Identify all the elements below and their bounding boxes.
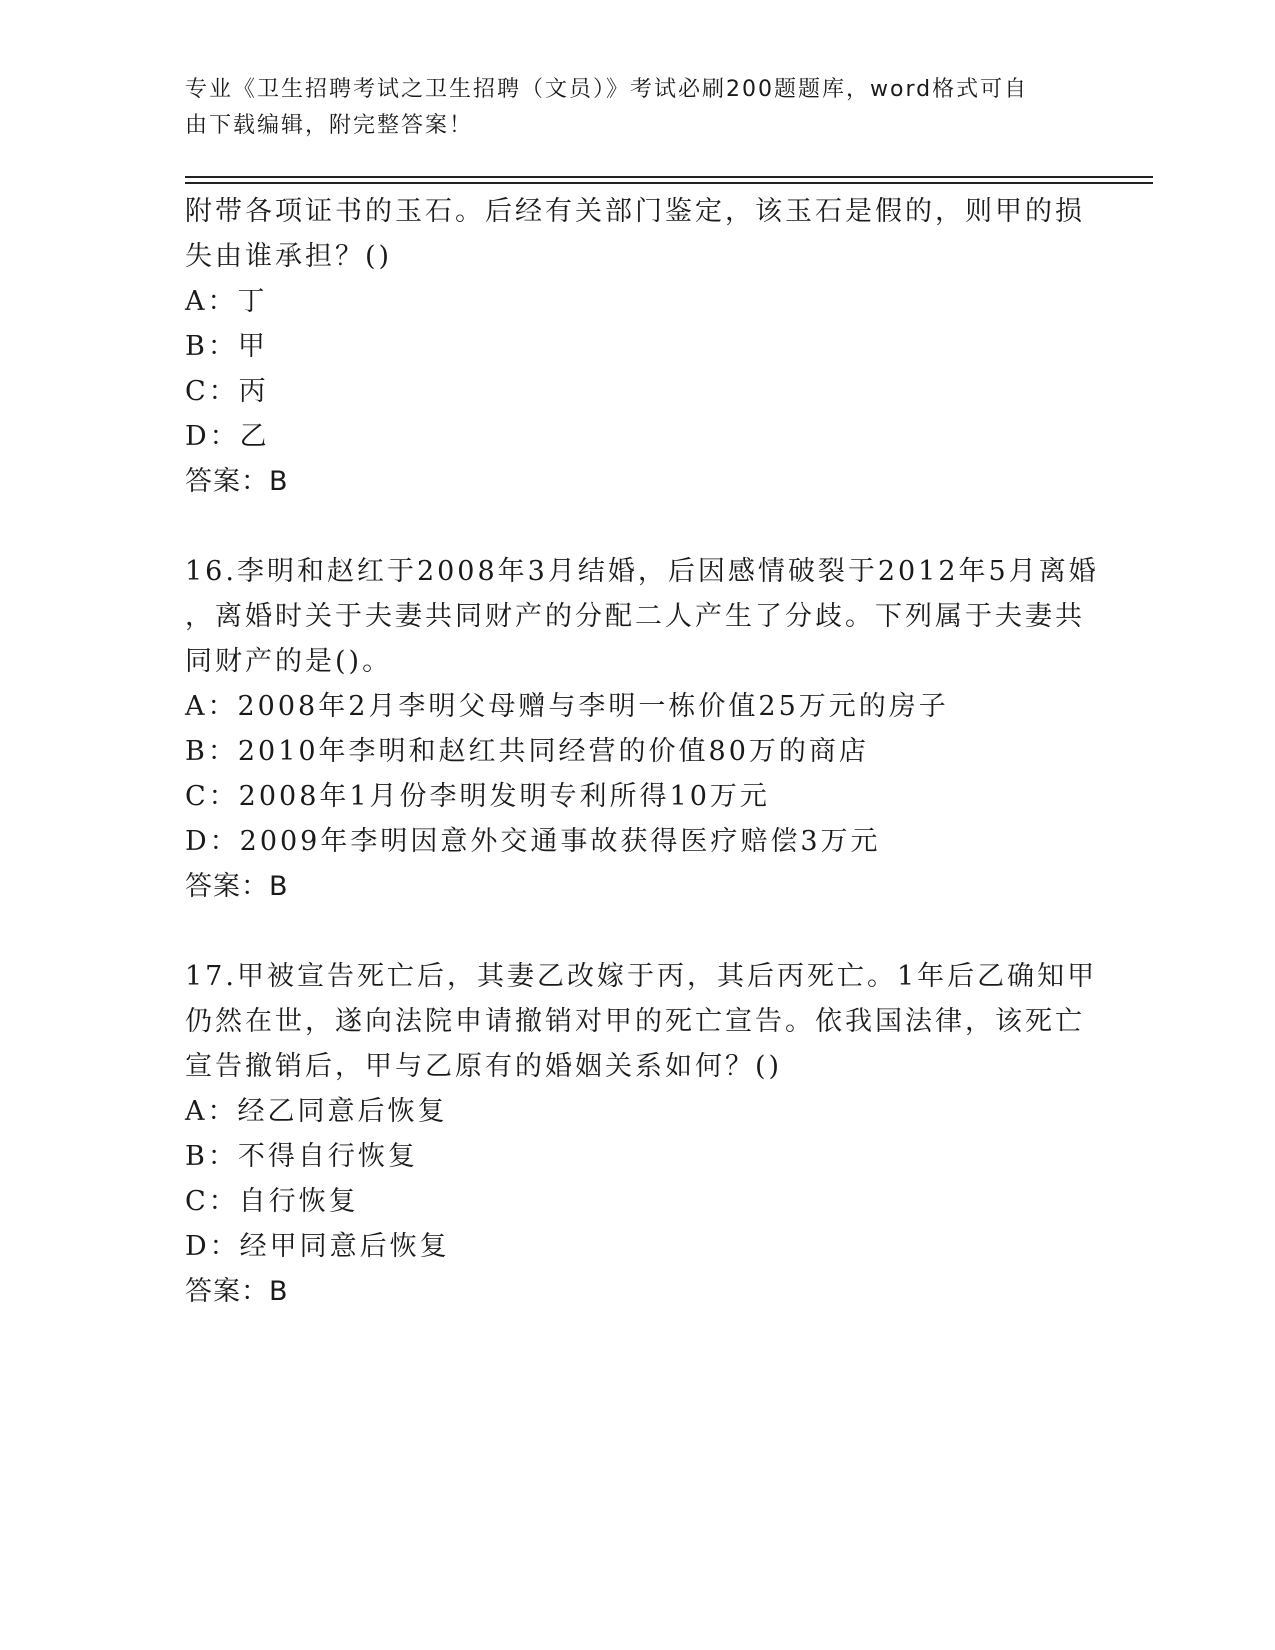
option-a: A：2008年2月李明父母赠与李明一栋价值25万元的房子 <box>185 691 949 722</box>
option-b: B：2010年李明和赵红共同经营的价值80万的商店 <box>185 736 869 767</box>
question-stem-line: 同财产的是()。 <box>185 646 393 677</box>
spacer <box>185 909 1085 954</box>
option-d: D：经甲同意后恢复 <box>185 1231 450 1262</box>
question-stem-line: 17.甲被宣告死亡后，其妻乙改嫁于丙，其后丙死亡。1年后乙确知甲 <box>185 961 1098 992</box>
answer-line: 答案：B <box>185 466 289 497</box>
question-stem-line: ，离婚时关于夫妻共同财产的分配二人产生了分歧。下列属于夫妻共 <box>185 601 1085 632</box>
document-body <box>185 189 1099 1314</box>
question-stem-line: 16.李明和赵红于2008年3月结婚，后因感情破裂于2012年5月离婚 <box>185 556 1099 587</box>
document-header <box>185 72 1065 144</box>
question-16 <box>185 549 1099 909</box>
answer-line: 答案：B <box>185 1276 289 1307</box>
option-b: B：甲 <box>185 331 268 362</box>
question-stem-line: 宣告撤销后，甲与乙原有的婚姻关系如何？() <box>185 1051 783 1082</box>
spacer <box>185 504 1085 549</box>
header-line-2: 由下载编辑，附完整答案！ <box>185 113 474 138</box>
question-stem-line: 失由谁承担？() <box>185 241 393 272</box>
option-c: C：丙 <box>185 376 269 407</box>
answer-line: 答案：B <box>185 871 289 902</box>
option-d: D：2009年李明因意外交通事故获得医疗赔偿3万元 <box>185 826 881 857</box>
header-divider-bottom <box>185 182 1153 184</box>
option-b: B：不得自行恢复 <box>185 1141 418 1172</box>
question-17 <box>185 954 1098 1314</box>
header-line-1: 专业《卫生招聘考试之卫生招聘（文员）》考试必刷200题题库，word格式可自 <box>185 77 1029 102</box>
option-a: A：丁 <box>185 286 268 317</box>
question-15-continuation <box>185 189 1085 504</box>
header-divider-top <box>185 176 1153 178</box>
option-d: D：乙 <box>185 421 270 452</box>
option-a: A：经乙同意后恢复 <box>185 1096 448 1127</box>
option-c: C：自行恢复 <box>185 1186 359 1217</box>
question-stem-line: 附带各项证书的玉石。后经有关部门鉴定，该玉石是假的，则甲的损 <box>185 196 1085 227</box>
question-stem-line: 仍然在世，遂向法院申请撤销对甲的死亡宣告。依我国法律，该死亡 <box>185 1006 1085 1037</box>
option-c: C：2008年1月份李明发明专利所得10万元 <box>185 781 770 812</box>
